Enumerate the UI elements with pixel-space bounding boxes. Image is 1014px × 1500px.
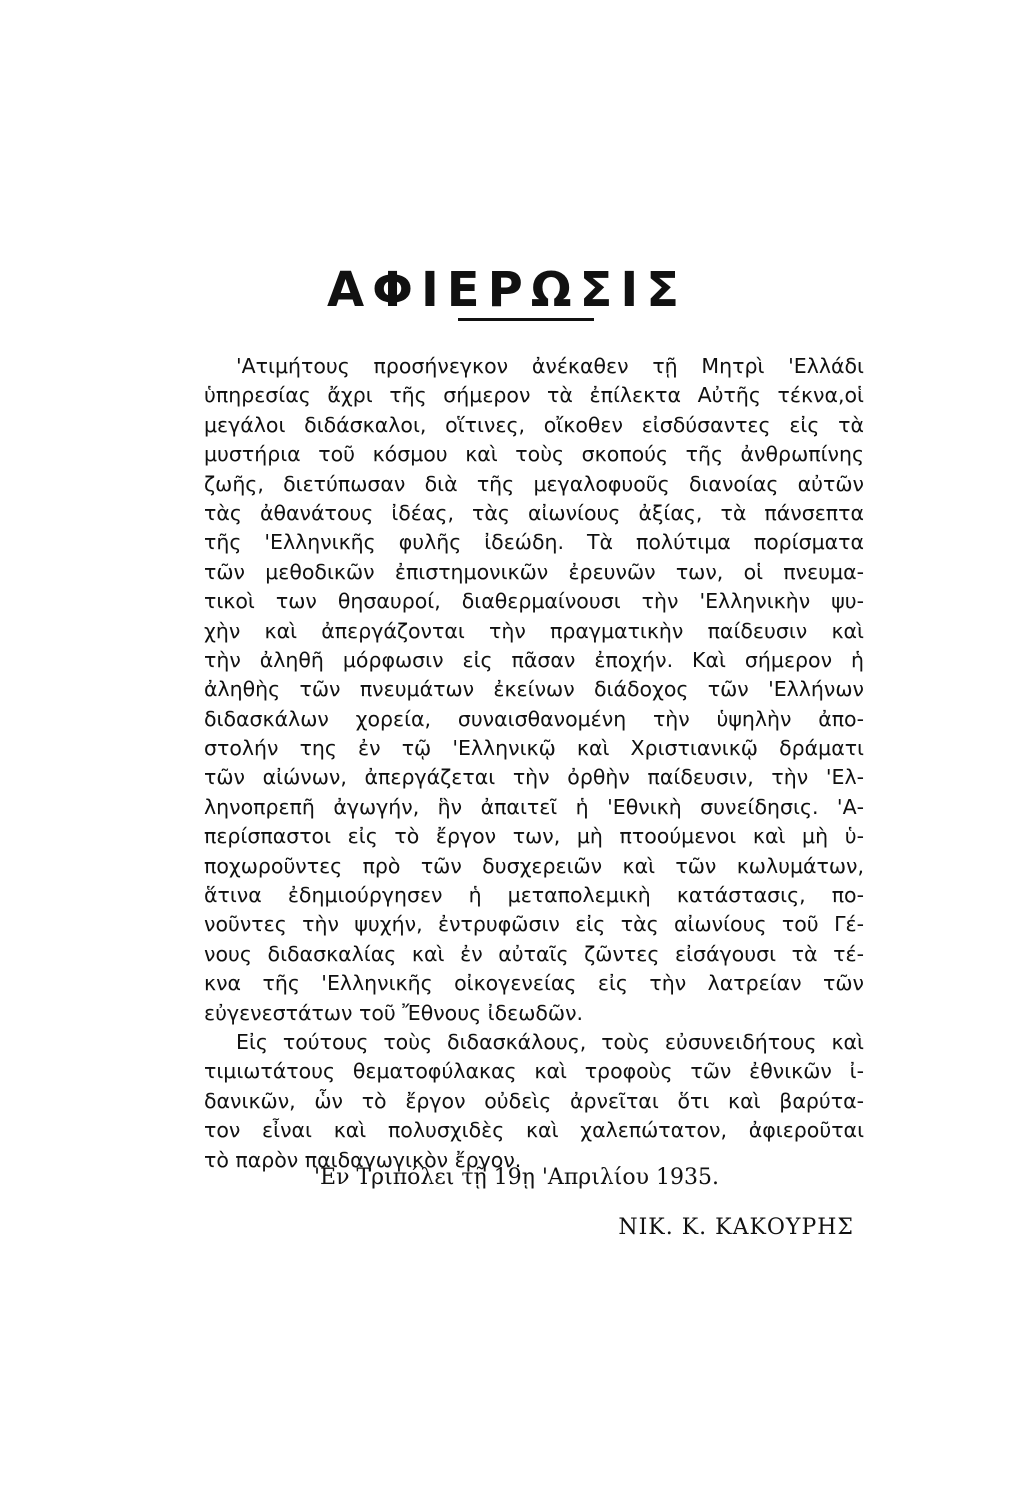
text-line: τικοὶ των θησαυροί, διαθερμαίνουσι τὴν 'Ελληνικὴν ψυ- [204,589,864,614]
author-signature: ΝΙΚ. Κ. ΚΑΚΟΥΡΗΣ [618,1215,854,1240]
text-line: περίσπαστοι εἰς τὸ ἔργον των, μὴ πτοούμενοι καὶ μὴ ὑ- [204,824,864,849]
text-line: ποχωροῦντες πρὸ τῶν δυσχερειῶν καὶ τῶν κωλυμάτων, [204,853,864,878]
text-line: ληνοπρεπῆ ἀγωγήν, ἣν ἀπαιτεῖ ἡ 'Εθνικὴ συνείδησις. 'Α- [204,794,864,819]
paragraph-1 [204,352,864,1028]
text-line: χὴν καὶ ἀπεργάζονται τὴν πραγματικὴν παίδευσιν καὶ [204,618,864,643]
text-line: νους διδασκαλίας καὶ ἐν αὐταῖς ζῶντες εἰσάγουσι τὰ τέ- [204,941,864,966]
text-line: Εἰς τούτους τοὺς διδασκάλους, τοὺς εὐσυνειδήτους καὶ [236,1029,864,1054]
text-line: τον εἶναι καὶ πολυσχιδὲς καὶ χαλεπώτατον, ἀφιεροῦται [204,1118,864,1143]
text-line: τῶν μεθοδικῶν ἐπιστημονικῶν ἐρευνῶν των, οἱ πνευμα- [204,559,864,584]
dedication-text [204,352,864,1175]
text-line: 'Ατιμήτους προσήνεγκον ἀνέκαθεν τῇ Μητρὶ 'Ελλάδι [236,354,864,378]
text-line: διδασκάλων χορεία, συναισθανομένη τὴν ὑψηλὴν ἀπο- [204,706,864,731]
text-line: στολήν της ἐν τῷ 'Ελληνικῷ καὶ Χριστιανικῷ δράματι [204,736,864,761]
text-line: νοῦντες τὴν ψυχήν, ἐντρυφῶσιν εἰς τὰς αἰωνίους τοῦ Γέ- [204,912,864,937]
text-line: ζωῆς, διετύπωσαν διὰ τῆς μεγαλοφυοῦς διανοίας αὐτῶν [204,471,864,496]
text-line: δανικῶν, ὧν τὸ ἔργον οὐδεὶς ἀρνεῖται ὅτι καὶ βαρύτα- [204,1088,864,1113]
text-line: μεγάλοι διδάσκαλοι, οἵτινες, οἴκοθεν εἰσδύσαντες εἰς τὰ [204,412,864,437]
text-line: ἀληθὴς τῶν πνευμάτων ἐκείνων διάδοχος τῶν 'Ελλήνων [204,677,864,702]
text-line: ἅτινα ἐδημιούργησεν ἡ μεταπολεμικὴ κατάστασις, πο- [204,883,864,908]
text-line: τῶν αἰώνων, ἀπεργάζεται τὴν ὀρθὴν παίδευσιν, τὴν 'Ελ- [204,765,864,790]
place-date-line: 'Εν Τριπόλει τῇ 19ῃ 'Απριλίου 1935. [314,1165,720,1190]
text-line: τὸ παρὸν παιδαγωγικὸν ἔργον. [204,1147,522,1172]
page-title: ΑΦΙΕΡΩΣΙΣ [326,262,688,318]
text-line: μυστήρια τοῦ κόσμου καὶ τοὺς σκοπούς τῆς ἀνθρωπίνης [204,442,864,467]
text-line: ὑπηρεσίας ἄχρι τῆς σήμερον τὰ ἐπίλεκτα Αὐτῆς τέκνα,οἱ [204,383,864,408]
paragraph-2 [204,1028,864,1175]
text-line: τῆς 'Ελληνικῆς φυλῆς ἰδεώδη. Τὰ πολύτιμα πορίσματα [204,530,864,555]
text-line: τὴν ἀληθῆ μόρφωσιν εἰς πᾶσαν ἐποχήν. Καὶ σήμερον ἡ [204,647,864,672]
text-line: τιμιωτάτους θεματοφύλακας καὶ τροφοὺς τῶν ἐθνικῶν ἰ- [204,1059,864,1084]
text-line: κνα τῆς 'Ελληνικῆς οἰκογενείας εἰς τὴν λατρείαν τῶν [204,971,864,996]
text-line: εὐγενεστάτων τοῦ Ἔθνους ἰδεωδῶν. [204,1000,584,1025]
text-line: τὰς ἀθανάτους ἰδέας, τὰς αἰωνίους ἀξίας, τὰ πάνσεπτα [204,500,864,525]
title-underline [458,318,594,321]
